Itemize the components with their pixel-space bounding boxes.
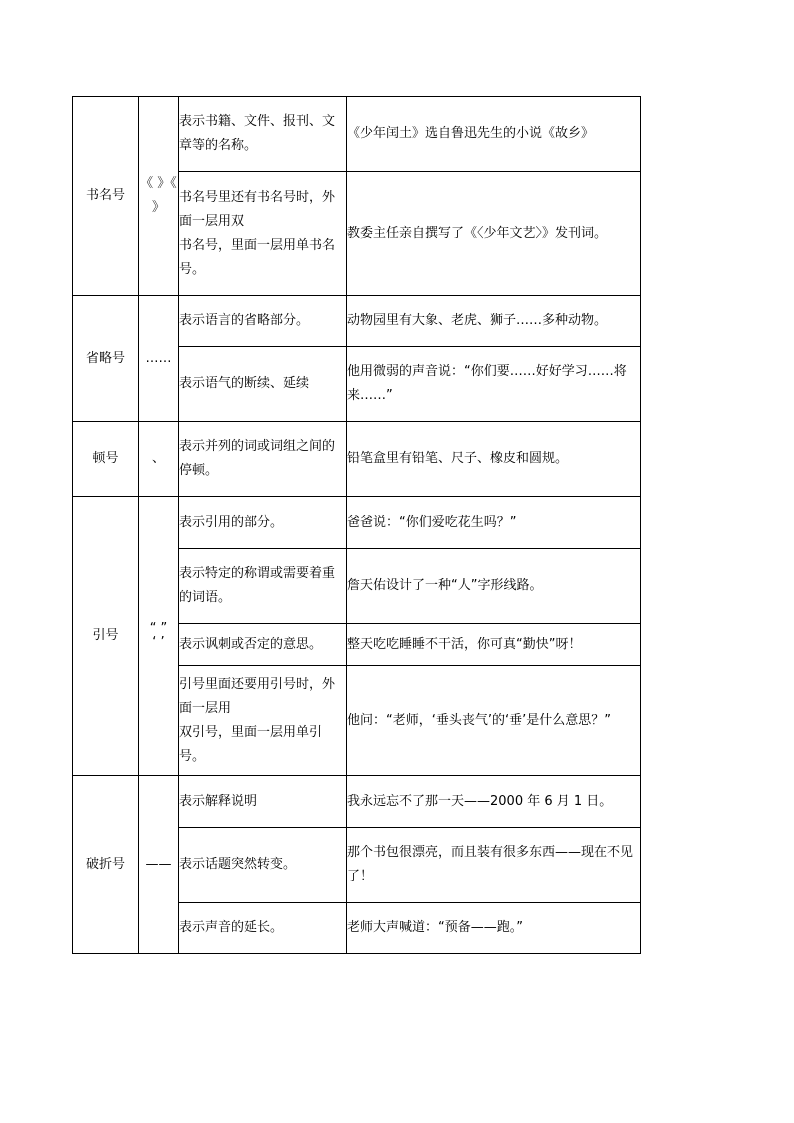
usage-cell: 表示语言的省略部分。 bbox=[179, 296, 347, 347]
usage-cell: 表示引用的部分。 bbox=[179, 497, 347, 549]
example-cell: 他用微弱的声音说：“你们要……好好学习……将来……” bbox=[347, 347, 641, 422]
example-cell: 教委主任亲自撰写了《〈少年文艺〉》发刊词。 bbox=[347, 172, 641, 296]
usage-line: 书名号，里面一层用单书名号。 bbox=[179, 237, 336, 277]
example-cell: 爸爸说：“你们爱吃花生吗？” bbox=[347, 497, 641, 549]
usage-cell bbox=[179, 666, 347, 776]
usage-cell: 表示解释说明 bbox=[179, 776, 347, 828]
punctuation-name-cell: 引号 bbox=[73, 497, 139, 776]
usage-cell: 表示并列的词或词组之间的停顿。 bbox=[179, 422, 347, 497]
example-cell: 《少年闰土》选自鲁迅先生的小说《故乡》 bbox=[347, 97, 641, 172]
example-cell: 动物园里有大象、老虎、狮子……多种动物。 bbox=[347, 296, 641, 347]
usage-line: 书名号里还有书名号时，外面一层用双 bbox=[179, 189, 336, 229]
usage-cell: 表示声音的延长。 bbox=[179, 903, 347, 954]
table-row bbox=[73, 497, 641, 549]
punctuation-mark-cell: 《 》《 》 bbox=[139, 97, 179, 296]
usage-line: 引号里面还要用引号时，外面一层用 bbox=[179, 676, 336, 716]
punctuation-mark-cell bbox=[139, 497, 179, 776]
double-quote-mark: “ ” bbox=[149, 621, 168, 636]
example-cell: 那个书包很漂亮，而且装有很多东西——现在不见了！ bbox=[347, 828, 641, 903]
usage-cell: 表示讽刺或否定的意思。 bbox=[179, 624, 347, 666]
example-cell: 老师大声喊道：“预备——跑。” bbox=[347, 903, 641, 954]
usage-cell: 表示语气的断续、延续 bbox=[179, 347, 347, 422]
punctuation-name-cell: 顿号 bbox=[73, 422, 139, 497]
usage-cell: 表示话题突然转变。 bbox=[179, 828, 347, 903]
usage-cell bbox=[179, 172, 347, 296]
example-cell: 整天吃吃睡睡不干活，你可真“勤快”呀！ bbox=[347, 624, 641, 666]
single-quote-mark: ‘ ’ bbox=[152, 635, 165, 650]
punctuation-mark-cell: 、 bbox=[139, 422, 179, 497]
example-cell: 我永远忘不了那一天——2000 年 6 月 1 日。 bbox=[347, 776, 641, 828]
punctuation-name-cell: 省略号 bbox=[73, 296, 139, 422]
usage-cell: 表示书籍、文件、报刊、文章等的名称。 bbox=[179, 97, 347, 172]
table-row bbox=[73, 422, 641, 497]
punctuation-table bbox=[72, 96, 641, 954]
table-row bbox=[73, 296, 641, 347]
punctuation-name-cell: 书名号 bbox=[73, 97, 139, 296]
example-cell: 他问：“老师，‘垂头丧气’的‘垂’是什么意思？” bbox=[347, 666, 641, 776]
example-cell: 铅笔盒里有铅笔、尺子、橡皮和圆规。 bbox=[347, 422, 641, 497]
punctuation-mark-cell: …… bbox=[139, 296, 179, 422]
usage-cell: 表示特定的称谓或需要着重的词语。 bbox=[179, 549, 347, 624]
table-row bbox=[73, 97, 641, 172]
example-cell: 詹天佑设计了一种“人”字形线路。 bbox=[347, 549, 641, 624]
table-row bbox=[73, 776, 641, 828]
usage-line: 双引号，里面一层用单引号。 bbox=[179, 724, 323, 764]
punctuation-mark-cell: —— bbox=[139, 776, 179, 954]
punctuation-name-cell: 破折号 bbox=[73, 776, 139, 954]
